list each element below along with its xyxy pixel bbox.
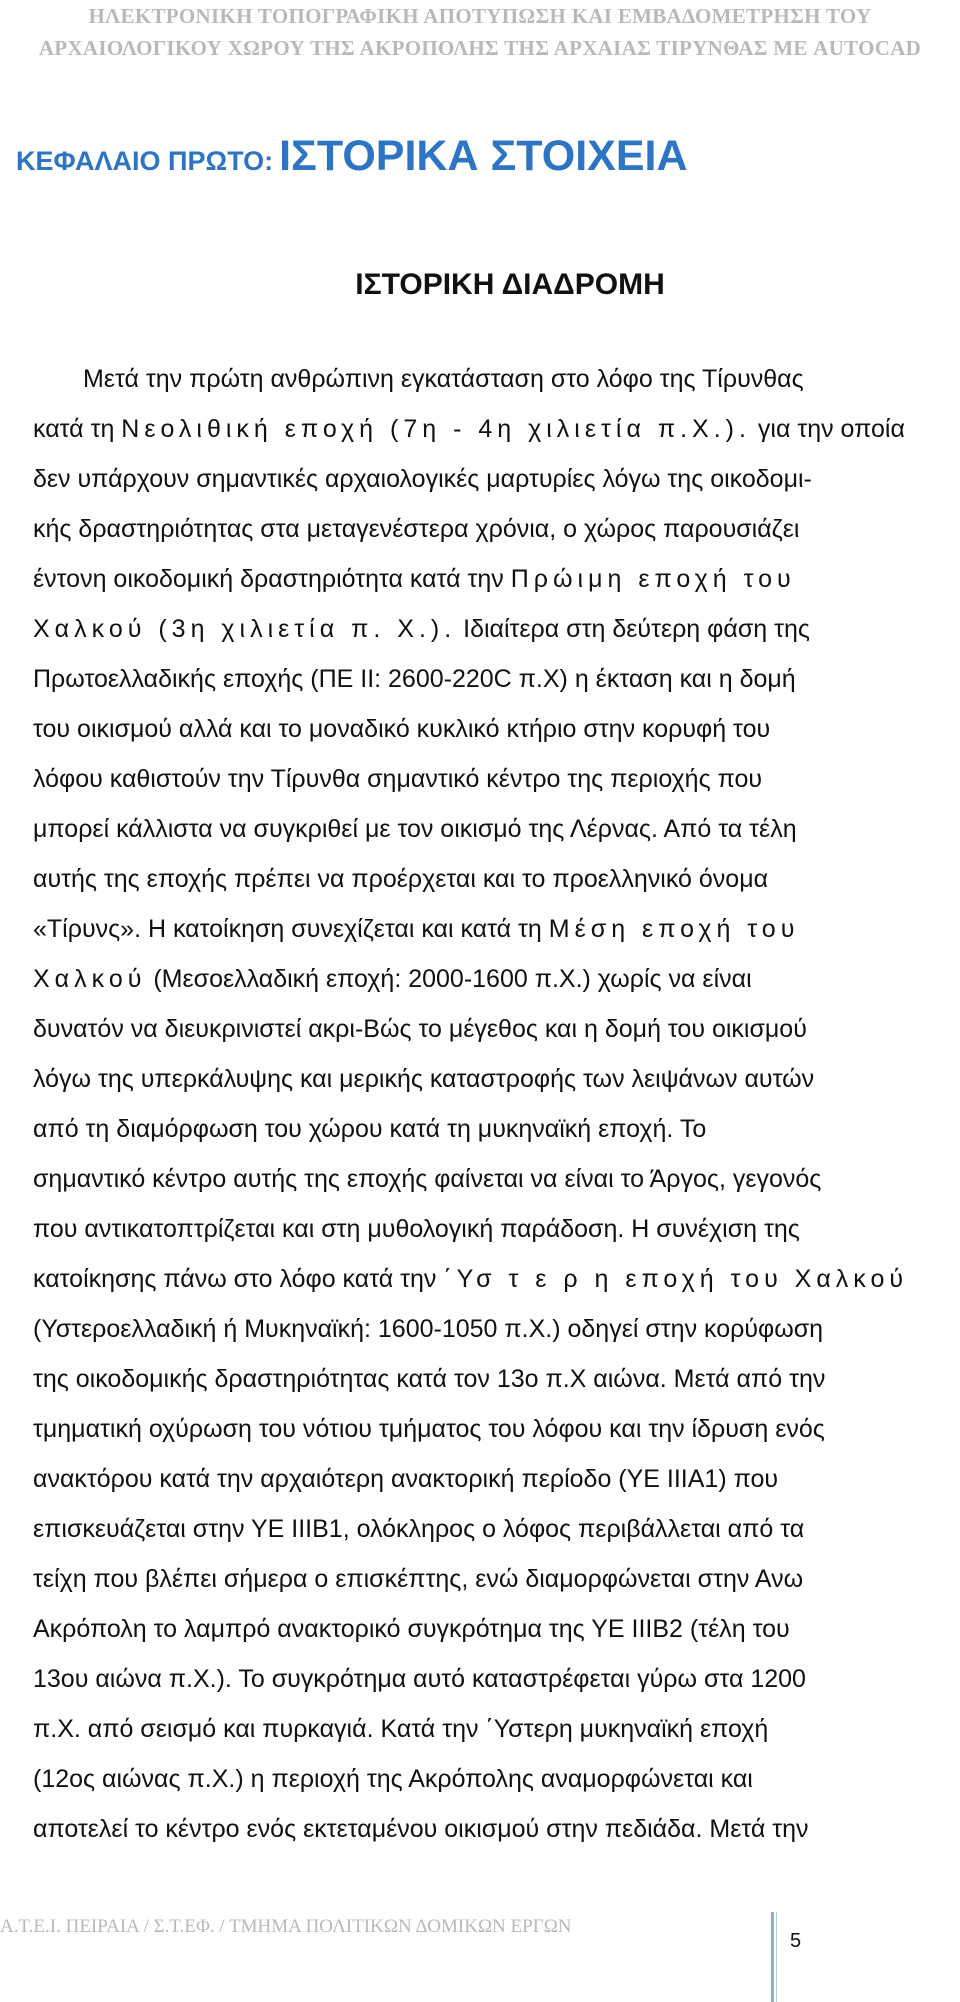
text-run: για την οποία [750, 415, 905, 443]
footer-divider [771, 1912, 774, 2002]
paragraph-line: που αντικατοπτρίζεται και στη μυθολογική παράδοση. Η συνέχιση της [33, 1215, 800, 1243]
spaced-term: Χαλκού [33, 965, 147, 993]
text-run: κατοίκησης πάνω στο λόφο κατά την [33, 1265, 444, 1293]
paragraph-line [33, 954, 960, 1004]
paragraph-line: του οικισμού αλλά και το μοναδικό κυκλικό κτήριο στην κορυφή του [33, 715, 771, 743]
paragraph-line: σημαντικό κέντρο αυτής της εποχής φαίνεται να είναι το Άργος, γεγονός [33, 1165, 822, 1193]
paragraph-line [33, 404, 960, 454]
page-footer [0, 1912, 960, 2002]
paragraph-line: Μετά την πρώτη ανθρώπινη εγκατάσταση στο λόφο της Τίρυνθας [83, 365, 804, 393]
paragraph-line: κής δραστηριότητας στα μεταγενέστερα χρόνια, ο χώρος παρουσιάζει [33, 515, 800, 543]
chapter-heading [16, 126, 688, 196]
paragraph-line: αποτελεί το κέντρο ενός εκτεταμένου οικισμού στην πεδιάδα. Μετά την [33, 1815, 809, 1843]
paragraph-line: 13ου αιώνα π.Χ.). Το συγκρότημα αυτό καταστρέφεται γύρω στα 1200 [33, 1665, 806, 1693]
footer-institution: Α.Τ.Ε.Ι. ΠΕΙΡΑΙΑ / Σ.Τ.ΕΦ. / ΤΜΗΜΑ ΠΟΛΙΤΙΚΩΝ ΔΟΜΙΚΩΝ ΕΡΓΩΝ [0, 1916, 572, 1937]
page-header [0, 0, 960, 64]
spaced-term: Νεολιθική εποχή (7η - 4η χιλιετία π.Χ.). [121, 415, 751, 443]
paragraph-line: δεν υπάρχουν σημαντικές αρχαιολογικές μαρτυρίες λόγω της οικοδομι- [33, 465, 812, 493]
paragraph-line: επισκευάζεται στην ΥΕ ΙΙΙΒ1, ολόκληρος ο λόφος περιβάλλεται από τα [33, 1515, 805, 1543]
paragraph-line: τείχη που βλέπει σήμερα ο επισκέπτης, ενώ διαμορφώνεται στην Ανω [33, 1565, 804, 1593]
body-paragraph [33, 354, 960, 1854]
paragraph-line [33, 604, 960, 654]
paragraph-line: από τη διαμόρφωση του χώρου κατά τη μυκηναϊκή εποχή. Το [33, 1115, 707, 1143]
text-run: έντονη οικοδομική δραστηριότητα κατά την [33, 565, 511, 593]
paragraph-line [33, 904, 960, 954]
spaced-term: Χαλκού (3η χιλιετία π. Χ.). [33, 615, 457, 643]
paragraph-line: Ακρόπολη το λαμπρό ανακτορικό συγκρότημα της ΥΕ ΙΙΙΒ2 (τέλη του [33, 1615, 790, 1643]
paragraph-line: λόγω της υπερκάλυψης και μερικής καταστροφής των λειψάνων αυτών [33, 1065, 815, 1093]
chapter-title: ΙΣΤΟΡΙΚΑ ΣΤΟΙΧΕΙΑ [279, 132, 688, 180]
paragraph-line: τμηματική οχύρωση του νότιου τμήματος του λόφου και την ίδρυση ενός [33, 1415, 825, 1443]
text-run: κατά τη [33, 415, 122, 443]
paragraph-line: (Υστεροελλαδική ή Μυκηναϊκή: 1600-1050 π.Χ.) οδηγεί στην κορύφωση [33, 1315, 824, 1343]
paragraph-line: λόφου καθιστούν την Τίρυνθα σημαντικό κέντρο της περιοχής που [33, 765, 763, 793]
paragraph-line: δυνατόν να διευκρινιστεί ακρι-Βώς το μέγεθος και η δομή του οικισμού [33, 1015, 807, 1043]
text-run: (Μεσοελλαδική εποχή: 2000-1600 π.Χ.) χωρίς να είναι [146, 965, 752, 993]
paragraph-line: (12ος αιώνας π.Χ.) η περιοχή της Ακρόπολης αναμορφώνεται και [33, 1765, 753, 1793]
paragraph-line: ανακτόρου κατά την αρχαιότερη ανακτορική περίοδο (ΥΕ ΙΙΙΑ1) που [33, 1465, 779, 1493]
spaced-term: Μέση εποχή του [548, 915, 800, 943]
paragraph-line: Πρωτοελλαδικής εποχής (ΠΕ ΙΙ: 2600-220C π.Χ) η έκταση και η δομή [33, 665, 796, 693]
header-line-1: ΗΛΕΚΤΡΟΝΙΚΗ ΤΟΠΟΓΡΑΦΙΚΗ ΑΠΟΤΥΠΩΣΗ ΚΑΙ ΕΜΒΑΔΟΜΕΤΡΗΣΗ ΤΟΥ [88, 4, 872, 28]
paragraph-line [33, 1254, 960, 1304]
header-line-2: ΑΡΧΑΙΟΛΟΓΙΚΟΥ ΧΩΡΟΥ ΤΗΣ ΑΚΡΟΠΟΛΗΣ ΤΗΣ ΑΡΧΑΙΑΣ ΤΙΡΥΝΘΑΣ ΜΕ AUTOCAD [38, 36, 922, 60]
page-number: 5 [790, 1930, 802, 1952]
chapter-prefix: ΚΕΦΑΛΑΙΟ ΠΡΩΤΟ: [16, 146, 274, 176]
text-run: «Τίρυνς». Η κατοίκηση συνεχίζεται και κατά τη [33, 915, 549, 943]
section-title: ΙΣΤΟΡΙΚΗ ΔΙΑΔΡΟΜΗ [355, 268, 665, 301]
footer-divider-thin [776, 1912, 777, 2002]
text-run: Ιδιαίτερα στη δεύτερη φάση της [456, 615, 810, 643]
paragraph-line: αυτής της εποχής πρέπει να προέρχεται και το προελληνικό όνομα [33, 865, 769, 893]
paragraph-line: π.Χ. από σεισμό και πυρκαγιά. Κατά την ΄Υστερη μυκηναϊκή εποχή [33, 1715, 769, 1743]
paragraph-line [33, 554, 960, 604]
paragraph-line: της οικοδομικής δραστηριότητας κατά τον 13ο π.Χ αιώνα. Μετά από την [33, 1365, 826, 1393]
paragraph-line: μπορεί κάλλιστα να συγκριθεί με τον οικισμό της Λέρνας. Από τα τέλη [33, 815, 797, 843]
spaced-term: ΄Υσ τ ε ρ η εποχή του Χαλκού [443, 1265, 909, 1293]
spaced-term: Πρώιμη εποχή του [510, 565, 796, 593]
